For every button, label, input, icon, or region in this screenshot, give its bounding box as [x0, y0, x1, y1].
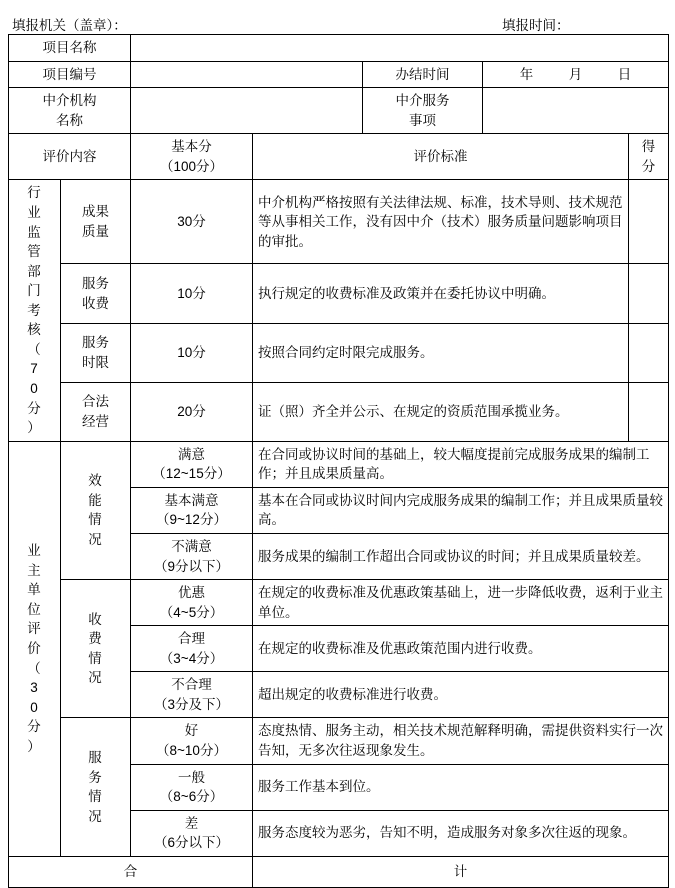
- level-criteria: 服务态度较为恶劣，告知不明，造成服务对象多次往返的现象。: [253, 810, 669, 856]
- finish-time-year: 年: [519, 66, 534, 82]
- item-criteria: 中介机构严格按照有关法律法规、标准，技术导则、技术规范等从事相关工作，没有因中介（技术）服务质量问题影响项目的审批。: [253, 180, 629, 264]
- level-criteria: 服务工作基本到位。: [253, 764, 669, 810]
- service-item-label-line2: 事项: [409, 112, 436, 128]
- level-label-line1: 差: [184, 815, 199, 831]
- finish-time-value[interactable]: [483, 61, 669, 88]
- service-item-value[interactable]: [483, 88, 669, 134]
- level-label-line1: 优惠: [178, 585, 205, 601]
- item-score: 20分: [131, 382, 253, 441]
- finish-time-month: 月: [568, 66, 583, 82]
- item-label: [61, 264, 131, 323]
- base-score-line2: （100分）: [159, 158, 224, 174]
- reporting-agency-label: 填报机关（盖章）：: [12, 18, 127, 33]
- level-criteria: 基本在合同或协议时间内完成服务成果的编制工作；并且成果质量较高。: [253, 487, 669, 533]
- column-header-score: [629, 134, 669, 180]
- level-label-line2: （9~12分）: [156, 512, 227, 528]
- item-criteria: 按照合同约定时限完成服务。: [253, 323, 629, 382]
- agency-name-label-line1: 中介机构: [42, 93, 97, 109]
- total-label-he: 合: [9, 856, 253, 887]
- item-result[interactable]: [629, 382, 669, 441]
- level-criteria: 服务成果的编制工作超出合同或协议的时间；并且成果质量较差。: [253, 533, 669, 579]
- project-code-value[interactable]: [131, 61, 363, 88]
- table-row: [9, 580, 669, 626]
- level-label-line1: 满意: [178, 446, 205, 462]
- project-code-label: 项目编号: [9, 61, 131, 88]
- level-label-line2: （3分及下）: [153, 696, 229, 712]
- level-label-line2: （8~6分）: [159, 789, 224, 805]
- level-label-line1: 不合理: [171, 677, 212, 693]
- level-label-line2: （9分以下）: [153, 558, 229, 574]
- group-label-fees: 收 费 情 况: [61, 580, 131, 718]
- group-label-performance: 效 能 情 况: [61, 441, 131, 579]
- agency-name-label-line2: 名称: [56, 112, 83, 128]
- item-label-line1: 成果: [82, 204, 109, 220]
- item-label-line1: 服务: [82, 335, 109, 351]
- column-header-content: 评价内容: [9, 134, 131, 180]
- level-label-line1: 合理: [178, 631, 205, 647]
- level-label: [131, 718, 253, 764]
- level-label: [131, 764, 253, 810]
- agency-name-label: [9, 88, 131, 134]
- level-label: [131, 580, 253, 626]
- item-result[interactable]: [629, 323, 669, 382]
- level-criteria: 态度热情、服务主动，相关技术规范解释明确，需提供资料实行一次告知，无多次往返现象发生。: [253, 718, 669, 764]
- table-row: [9, 441, 669, 487]
- table-row: [9, 264, 669, 323]
- table-row: [9, 382, 669, 441]
- base-score-line1: 基本分: [171, 139, 212, 155]
- level-criteria: 在合同或协议时间的基础上，较大幅度提前完成服务成果的编制工作；并且成果质量高。: [253, 441, 669, 487]
- level-label-line1: 好: [184, 723, 199, 739]
- item-score: 10分: [131, 264, 253, 323]
- item-criteria: 执行规定的收费标准及政策并在委托协议中明确。: [253, 264, 629, 323]
- item-result[interactable]: [629, 264, 669, 323]
- level-criteria: 在规定的收费标准及优惠政策范围内进行收费。: [253, 626, 669, 672]
- item-label: [61, 382, 131, 441]
- table-row: [9, 323, 669, 382]
- column-header-criteria: 评价标准: [253, 134, 629, 180]
- table-row: [9, 718, 669, 764]
- score-line2: 分: [641, 158, 656, 174]
- level-label: [131, 533, 253, 579]
- table-row-project-name: [9, 35, 669, 62]
- item-criteria: 证（照）齐全并公示、在规定的资质范围承揽业务。: [253, 382, 629, 441]
- table-row: [9, 180, 669, 264]
- project-name-label: 项目名称: [9, 35, 131, 62]
- project-name-value[interactable]: [131, 35, 669, 62]
- section-label-owner-evaluation: 业 主 单 位 评 价 （ 3 0 分 ）: [9, 441, 61, 856]
- item-result[interactable]: [629, 180, 669, 264]
- item-score: 30分: [131, 180, 253, 264]
- item-label-line2: 收费: [82, 295, 109, 311]
- level-label-line2: （8~10分）: [156, 743, 227, 758]
- table-header-row: [9, 134, 669, 180]
- item-label: [61, 180, 131, 264]
- score-line1: 得: [641, 139, 656, 155]
- item-label: [61, 323, 131, 382]
- item-label-line1: 合法: [82, 394, 109, 410]
- level-label: [131, 487, 253, 533]
- reporting-date-label: 填报时间：: [502, 18, 570, 33]
- item-label-line2: 时限: [82, 354, 109, 370]
- level-label: [131, 441, 253, 487]
- section-label-industry-supervision: 行 业 监 管 部 门 考 核 （ 7 0 分 ）: [9, 180, 61, 441]
- table-row-total: [9, 856, 669, 887]
- item-score: 10分: [131, 323, 253, 382]
- level-label-line1: 基本满意: [164, 492, 219, 508]
- level-label-line2: （12~15分）: [152, 466, 231, 482]
- item-label-line2: 经营: [82, 413, 109, 429]
- form-header: [6, 0, 669, 34]
- level-label-line2: （4~5分）: [159, 604, 224, 620]
- service-item-label: [363, 88, 483, 134]
- total-label-ji[interactable]: 计: [253, 856, 669, 887]
- finish-time-label: 办结时间: [363, 61, 483, 88]
- level-criteria: 在规定的收费标准及优惠政策基础上，进一步降低收费，返利于业主单位。: [253, 580, 669, 626]
- item-label-line2: 质量: [82, 223, 109, 239]
- level-label-line1: 不满意: [171, 538, 212, 554]
- group-label-service: 服 务 情 况: [61, 718, 131, 856]
- level-label: [131, 626, 253, 672]
- level-label-line2: （3~4分）: [159, 650, 224, 666]
- column-header-base-score: [131, 134, 253, 180]
- level-label-line2: （6分以下）: [153, 835, 229, 851]
- agency-name-value[interactable]: [131, 88, 363, 134]
- table-row-project-code: [9, 61, 669, 88]
- level-label: [131, 672, 253, 718]
- level-label: [131, 810, 253, 856]
- level-label-line1: 一般: [178, 769, 205, 785]
- service-item-label-line1: 中介服务: [395, 93, 450, 109]
- table-row-agency-name: [9, 88, 669, 134]
- item-label-line1: 服务: [82, 275, 109, 291]
- level-criteria: 超出规定的收费标准进行收费。: [253, 672, 669, 718]
- finish-time-day: 日: [617, 66, 632, 82]
- evaluation-table: [8, 34, 669, 888]
